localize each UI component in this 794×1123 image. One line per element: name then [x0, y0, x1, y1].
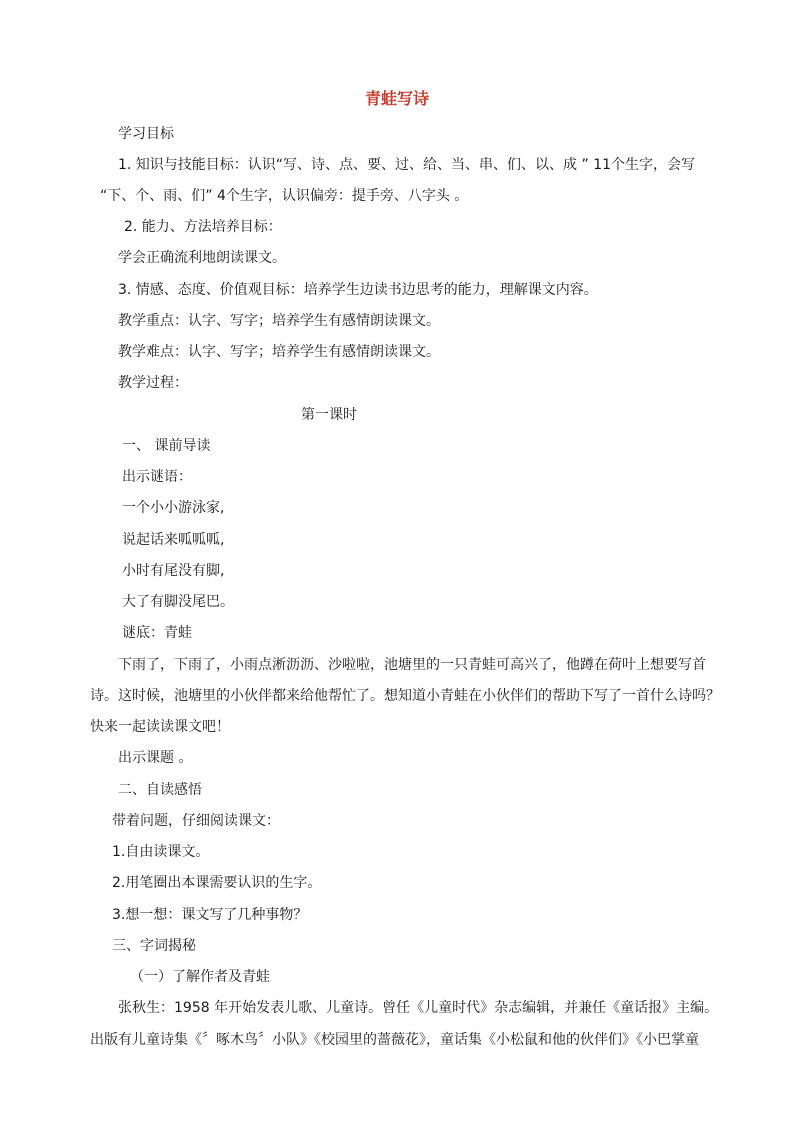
section-3-heading: 三、字词揭秘 [112, 938, 196, 954]
objective-2-heading: 2. 能力、方法培养目标： [124, 219, 282, 235]
key-points: 教学重点：认字、写字；培养学生有感情朗读课文。 [118, 313, 440, 329]
riddle-line-4: 大了有脚没尾巴。 [122, 594, 234, 610]
author-line-2: 出版有儿童诗集《〞啄木鸟〞小队》《校园里的蔷薇花》，童话集《小松鼠和他的伙伴们》《小巴掌童 [90, 1032, 699, 1048]
paragraph-1-line-2: 诗。这时候，池塘里的小伙伴都来给他帮忙了。想知道小青蛙在小伙伴们的帮助下写了一首什么诗吗？ [90, 688, 720, 704]
paragraph-1-line-1: 下雨了，下雨了，小雨点淅沥沥、沙啦啦，池塘里的一只青蛙可高兴了，他蹲在荷叶上想要写首 [118, 657, 706, 673]
question-2: 2.用笔圈出本课需要认识的生字。 [112, 875, 322, 891]
questions-intro: 带着问题，仔细阅读课文： [112, 813, 280, 829]
question-1: 1.自由读课文。 [112, 844, 210, 860]
objective-1-line-2: “下、个、雨、们” 4个生字，认识偏旁：提手旁、八字头 。 [100, 188, 469, 204]
paragraph-1-line-3: 快来一起读读课文吧！ [90, 719, 230, 735]
riddle-answer: 谜底：青蛙 [122, 625, 192, 641]
riddle-line-3: 小时有尾没有脚, [122, 563, 225, 579]
section-2-heading: 二、自读感悟 [118, 782, 202, 798]
process-heading: 教学过程： [118, 375, 188, 391]
show-title: 出示课题 。 [118, 750, 193, 766]
riddle-intro: 出示谜语： [122, 469, 192, 485]
document-title: 青蛙写诗 [364, 89, 429, 108]
riddle-line-2: 说起话来呱呱呱, [122, 532, 225, 548]
riddle-line-1: 一个小小游泳家, [122, 500, 225, 516]
section-1-heading: 一、 课前导读 [122, 438, 211, 454]
objective-3: 3. 情感、态度、价值观目标：培养学生边读书边思考的能力，理解课文内容。 [118, 282, 598, 298]
objective-1-line-1: 1. 知识与技能目标：认识“写、诗、点、要、过、给、当、串、们、以、成 ” 11个生字，会写 [118, 157, 696, 173]
lesson-heading: 第一课时 [301, 407, 357, 423]
author-line-1: 张秋生：1958 年开始发表儿歌、儿童诗。曾任《儿童时代》杂志编辑，并兼任《童话报》主编。 [118, 1000, 719, 1016]
difficult-points: 教学难点：认字、写字；培养学生有感情朗读课文。 [118, 344, 440, 360]
objectives-heading: 学习目标 [118, 126, 174, 142]
objective-2-text: 学会正确流利地朗读课文。 [118, 250, 286, 266]
question-3: 3.想一想：课文写了几种事物？ [112, 907, 308, 923]
subsection-1-heading: （一）了解作者及青蛙 [130, 969, 270, 985]
